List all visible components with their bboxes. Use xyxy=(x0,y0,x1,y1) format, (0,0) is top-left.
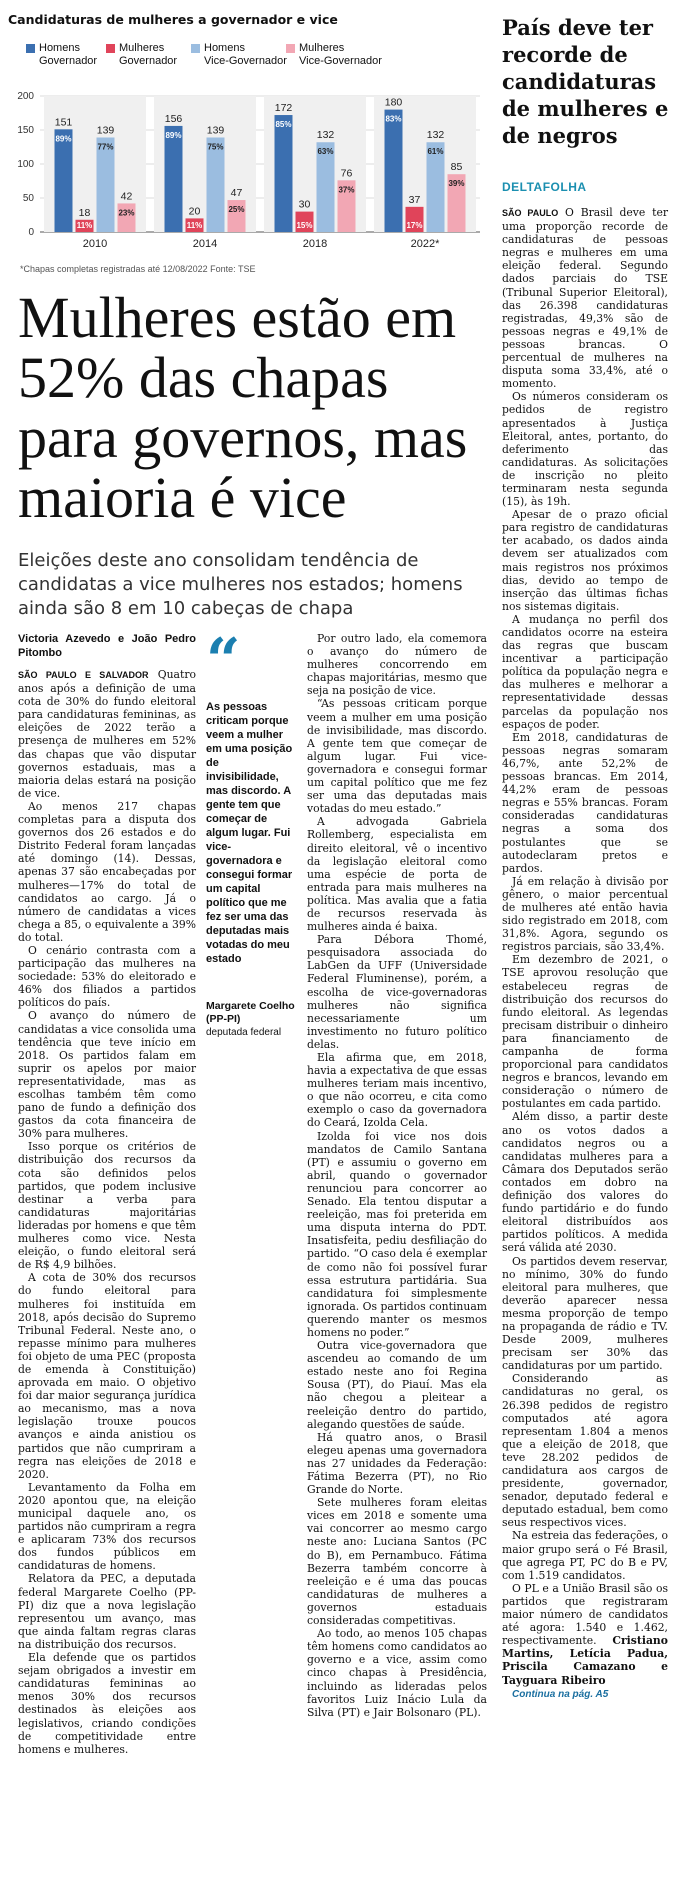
sidebar-dateline: SÃO PAULO xyxy=(502,208,559,218)
legend-swatch xyxy=(191,44,200,53)
bar-percent-label: 89% xyxy=(55,134,72,144)
article-paragraph: Izolda foi vice nos dois mandatos de Camilo Santana (PT) e assumiu o governo em abril, quando o governador renunciou para concorrer ao Senado. Ela tentou disputar a reeleição, mas foi preterida em uma disputa interna do PDT. Insatisfeita, pediu desfiliação do partido. “O caso dela é exemplar de como não foi possível furar essa estrutura partidária. Sua candidatura foi simplesmente ignorada. Os partidos continuam querendo manter os mesmos homens no poder.” xyxy=(307,1129,488,1339)
bar-percent-label: 63% xyxy=(317,147,334,157)
bar xyxy=(207,137,225,232)
headline: Mulheres estão em 52% das chapas para governos, mas maioria é vice xyxy=(18,285,468,530)
legend-swatch xyxy=(106,44,115,53)
bar-value-label: 76 xyxy=(340,167,353,180)
legend-item-mulheres-vice xyxy=(286,42,382,68)
bar-value-label: 151 xyxy=(54,116,73,129)
bar-value-label: 139 xyxy=(96,124,115,137)
quote-role: deputada federal xyxy=(206,1027,282,1038)
sidebar-paragraph: Além disso, a partir deste ano os votos dados a candidatos negros ou a candidatas mulheres para a Câmara dos Deputados serão contados em dobro na definição dos valores do fundo partidário e do fundo eleitoral distribuídos aos partidos políticos. A medida será válida até 2030. xyxy=(502,1110,668,1255)
legend-label: Homens Vice-Governador xyxy=(204,42,287,67)
legend-swatch xyxy=(26,44,35,53)
bar-chart xyxy=(0,80,490,262)
dateline: SÃO PAULO E SALVADOR xyxy=(18,670,149,680)
sidebar-paragraph: Os partidos devem reservar, no mínimo, 30% do fundo eleitoral para mulheres, que deverão aparecer nessa mesma proporção de tempo na propaganda de rádio e TV. Desde 2009, mulheres precisam ser 30% das candidaturas por um partido. xyxy=(502,1254,668,1373)
pull-quote: As pessoas criticam porque veem a mulher em uma posição de invisibilidade, mas discordo. A gente tem que começar de algum lugar. Fui vice-governadora e consegui formar um capital político que me fez ser uma das deputadas mais votadas do meu estado xyxy=(206,701,293,965)
bar-value-label: 139 xyxy=(206,124,225,137)
quote-attribution xyxy=(206,1000,296,1039)
x-tick-label: 2014 xyxy=(192,238,218,250)
sidebar-paragraph: A mudança no perfil dos candidatos ocorre na esteira das regras que buscam incentivar a participação política da população negra e das mulheres e melhorar a representatividade dessas parcelas da população nos espaços de poder. xyxy=(502,612,668,731)
chart-title: Candidaturas de mulheres a governador e vice xyxy=(8,12,338,27)
bar-percent-label: 37% xyxy=(338,185,355,195)
sidebar-paragraph: Em dezembro de 2021, o TSE aprovou resolução que estabeleceu regras de distribuição dos recursos do fundo eleitoral. As legendas precisam distribuir o dinheiro para financiamento de campanha de forma proporcional para candidatos negros e brancos, levando em consideração o número de postulantes em cada partido. xyxy=(502,953,668,1111)
continued-link[interactable]: Continua na pág. A5 xyxy=(512,1688,609,1700)
sidebar-paragraph: Na estreia das federações, o maior grupo será o Fé Brasil, que agrega PT, PC do B e PV, com 1.519 candidatos. xyxy=(502,1529,668,1582)
bar-value-label: 42 xyxy=(120,190,133,203)
bar-value-label: 37 xyxy=(408,193,421,206)
sidebar-paragraph: Os números consideram os pedidos de registro apresentados à Justiça Eleitoral, antes, portanto, do deferimento das candidaturas. As solicitações de inscrição no pleito terminaram nesta segunda (15), às 19h. xyxy=(502,390,668,509)
bar-percent-label: 23% xyxy=(118,208,135,218)
article-paragraph: Ela defende que os partidos sejam obrigados a investir em candidaturas femininas ao menos 30% dos recursos destinados às eleições aos legislativos, criando condições de competitividade entre homens e mulheres. xyxy=(18,1651,196,1756)
bar-percent-label: 17% xyxy=(406,221,423,230)
article-paragraph: Ela afirma que, em 2018, havia a expectativa de que essas mulheres teriam mais incentivo, o que não ocorreu, e cita como exemplo o caso da governadora do Ceará, Izolda Cela. xyxy=(307,1051,487,1130)
sidebar-paragraph: O PL e a União Brasil são os partidos que registraram maior número de candidatos até agora: 1.540 e 1.462, respectivamente. Cristiano Martins, Letícia Padua, Priscila Camazano e Tayguara Ribeiro xyxy=(502,1581,668,1687)
sidebar-title: País deve ter recorde de candidaturas de mulheres e de negros xyxy=(502,15,669,148)
bar-value-label: 156 xyxy=(164,112,183,125)
bar-percent-label: 25% xyxy=(228,205,245,215)
bar-value-label: 180 xyxy=(384,96,403,109)
article-column-3 xyxy=(307,632,487,1719)
sidebar-body xyxy=(502,206,668,1701)
sidebar-paragraph: SÃO PAULO O Brasil deve ter uma proporção recorde de candidaturas de pessoas negras e mulheres em uma eleição federal. Segundo dados parciais do TSE (Tribunal Superior Eleitoral), das 26.398 candidaturas registradas, 49,3% são de pessoas negras e 49,1% de pessoas brancas. O percentual de mulheres na disputa soma 33,4%, até o momento. xyxy=(502,206,668,391)
sidebar-continued-wrap xyxy=(502,1687,668,1701)
sidebar-authors: Cristiano Martins, Letícia Padua, Priscila Camazano e Tayguara Ribeiro xyxy=(502,1634,668,1687)
bar-percent-label: 61% xyxy=(427,147,444,157)
bar-value-label: 172 xyxy=(274,102,293,115)
article-paragraph: Ao menos 217 chapas completas para a disputa dos governos dos 26 estados e do Distrito Federal foram lançadas até domingo (14). Dessas, apenas 37 são encabeçadas por mulheres—17% do total de candidatos ao cargo. Já o número de candidatas a vices chega a 85, o equivalente a 39% do total. xyxy=(18,799,196,944)
y-tick-label: 100 xyxy=(17,159,34,170)
bar-value-label: 20 xyxy=(188,205,201,218)
x-tick-label: 2018 xyxy=(302,238,328,250)
legend-item-homens-vice xyxy=(191,42,287,68)
sidebar-paragraph: Já em relação à divisão por gênero, o maior percentual de mulheres até então havia sido registrado em 2018, com 31,8%. Agora, segundo os registros parciais, são 33,4%. xyxy=(502,874,668,954)
x-tick-label: 2022* xyxy=(410,238,440,250)
article-paragraph: O avanço do número de candidatas a vice consolida uma tendência que teve início em 2018. Os partidos falam em suprir os apelos por maior representatividade, mas as escolhas também têm como pano de fundo a definição dos gastos da cota financeira de 30% para mulheres. xyxy=(18,1009,196,1141)
legend-item-homens-governador xyxy=(26,42,97,68)
bar-value-label: 30 xyxy=(298,198,311,211)
bar-value-label: 47 xyxy=(230,187,243,200)
bar-value-label: 132 xyxy=(316,129,335,142)
article-paragraph: Ao todo, ao menos 105 chapas têm homens como candidatos ao governo e a vice, assim como cinco chapas à Presidência, incluindo as lideradas pelos favoritos Luiz Inácio Lula da Silva (PT) e Jair Bolsonaro (PL). xyxy=(307,1627,487,1719)
bar-percent-label: 75% xyxy=(207,142,224,152)
article-paragraph: A cota de 30% dos recursos do fundo eleitoral para mulheres foi instituída em 2018, após decisão do Supremo Tribunal Federal. Neste ano, o repasse mínimo para mulheres foi objeto de uma PEC (proposta de emenda à Constituição) aprovada em maio. O objetivo foi dar maior segurança jurídica ao mecanismo, mas a nova legislação trouxe poucos avanços e ainda anistiou os partidos que não cumpriram a regra nas eleições de 2018 e 2020. xyxy=(18,1271,196,1481)
legend-label: Mulheres Vice-Governador xyxy=(299,42,382,67)
bar xyxy=(165,126,183,232)
y-tick-label: 50 xyxy=(22,193,34,204)
bar-value-label: 85 xyxy=(450,161,463,174)
legend-item-mulheres-governador xyxy=(106,42,177,68)
article-paragraph: O cenário contrasta com a participação das mulheres na sociedade: 53% do eleitorado e 46% dos filiados a partidos políticos do país. xyxy=(18,943,196,1010)
legend-swatch xyxy=(286,44,295,53)
y-tick-label: 200 xyxy=(17,91,34,102)
article-paragraph: Há quatro anos, o Brasil elegeu apenas uma governadora nas 27 unidades da Federação: Fátima Bezerra (PT), no Rio Grande do Norte. xyxy=(307,1430,487,1497)
sidebar-paragraph: Em 2018, candidaturas de pessoas negras somaram 46,7%, ante 52,2% de pessoas brancas. Em 2014, 44,2% eram de pessoas negras e 55% brancas. Foram consideradas candidaturas negras a soma dos postulantes que se autodeclaram pretos e pardos. xyxy=(502,730,668,875)
x-tick-label: 2010 xyxy=(82,238,108,250)
bar-value-label: 18 xyxy=(78,206,91,219)
y-tick-label: 0 xyxy=(28,227,34,238)
article-paragraph: Para Débora Thomé, pesquisadora associada do LabGen da UFF (Universidade Federal Fluminense), porém, a escolha de vice-governadoras mulheres não significa necessariamente um investimento no futuro político delas. xyxy=(307,933,487,1051)
bar-percent-label: 11% xyxy=(76,221,93,230)
quote-name: Margarete Coelho (PP-PI) xyxy=(206,1000,295,1025)
legend-label: Mulheres Governador xyxy=(119,42,178,67)
quote-mark-icon: “ xyxy=(206,626,241,696)
bar-percent-label: 83% xyxy=(385,114,402,124)
article-paragraph: A advogada Gabriela Rollemberg, especialista em direito eleitoral, vê o incentivo da legislação eleitoral como uma espécie de porta de entrada para mais mulheres na política. Mas avalia que a fatia de recursos reservada às mulheres ainda é baixa. xyxy=(307,815,487,934)
bar-percent-label: 11% xyxy=(186,221,203,230)
article-paragraph: Sete mulheres foram eleitas vices em 2018 e somente uma vai concorrer ao mesmo cargo neste ano: Luciana Santos (PC do B), em Pernambuco. Fátima Bezerra também concorre à reeleição e é uma das poucas candidaturas de mulheres a governos estaduais consideradas competitivas. xyxy=(307,1496,487,1628)
article-column-1 xyxy=(18,632,196,1756)
article-paragraph: Isso porque os critérios de distribuição dos recursos da cota são definidos pelos partidos, que podem inclusive destinar a verba para candidaturas majoritárias lideradas por homens e que têm mulheres como vice. Nesta eleição, o fundo eleitoral será de R$ 4,9 bilhões. xyxy=(18,1140,196,1272)
byline: Victoria Azevedo e João Pedro Pitombo xyxy=(18,633,196,659)
article-paragraph: Outra vice-governadora que ascendeu ao comando de um estado neste ano foi Regina Sousa (PT), do Piauí. Mas ela não chegou a pleitear a reeleição dentro do partido, alegando questões de saúde. xyxy=(307,1339,487,1431)
bar xyxy=(55,129,73,232)
bar xyxy=(385,110,403,232)
bar-percent-label: 89% xyxy=(165,130,182,140)
legend-label: Homens Governador xyxy=(39,42,98,67)
sidebar-paragraph: Apesar de o prazo oficial para registro de candidaturas ter acabado, os dados ainda devem ser atualizados com mais registros nos próximos dias, devido ao tempo de inserção das últimas fichas nos sistemas digitais. xyxy=(502,508,668,613)
article-paragraph: “As pessoas criticam porque veem a mulher em uma posição de invisibilidade, mas discordo. A gente tem que começar de algum lugar. Fui vice-governadora e consegui formar um capital político que me fez ser uma das deputadas mais votadas do meu estado.” xyxy=(307,697,487,816)
article-paragraph: Por outro lado, ela comemora o avanço do número de mulheres concorrendo em chapas majoritárias, mesmo que seja na posição de vice. xyxy=(307,632,487,698)
subhead: Eleições deste ano consolidam tendência de candidatas a vice mulheres nos estados; homens ainda são 8 em 10 cabeças de chapa xyxy=(18,550,463,619)
bar xyxy=(275,115,293,232)
bar xyxy=(97,137,115,232)
article-paragraph: Relatora da PEC, a deputada federal Margarete Coelho (PP-PI) diz que a nova legislação representou um avanço, mas que ainda faltam regras claras na distribuição dos recursos. xyxy=(18,1572,196,1651)
chart-note: *Chapas completas registradas até 12/08/2022 Fonte: TSE xyxy=(20,264,256,274)
sidebar-paragraph: Considerando as candidaturas no geral, os 26.398 pedidos de registro computados até agora representam 1.804 a menos que a eleição de 2018, que teve 28.202 pedidos de candidatura aos cargos de presidente, governador, senador, deputado federal e deputado estadual, bem como seus respectivos vices. xyxy=(502,1372,668,1530)
sidebar-kicker: DELTAFOLHA xyxy=(502,180,587,194)
article-paragraph: SÃO PAULO E SALVADOR Quatro anos após a definição de uma cota de 30% do fundo eleitoral para candidaturas femininas, as eleições de 2022 terão a presença de mulheres em 52% das chapas que vão disputar governos estaduais, mas a maioria delas estará na posição de vice. xyxy=(18,668,196,800)
bar-percent-label: 39% xyxy=(448,179,465,189)
bar-value-label: 132 xyxy=(426,129,445,142)
bar-percent-label: 77% xyxy=(97,142,114,152)
y-tick-label: 150 xyxy=(17,125,34,136)
bar-percent-label: 15% xyxy=(296,221,313,230)
article-paragraph: Levantamento da Folha em 2020 apontou que, na eleição municipal daquele ano, os partidos não cumpriram a regra e aplicaram 73% dos recursos dos fundos públicos em candidaturas de homens. xyxy=(18,1480,196,1573)
bar-percent-label: 85% xyxy=(275,120,292,130)
